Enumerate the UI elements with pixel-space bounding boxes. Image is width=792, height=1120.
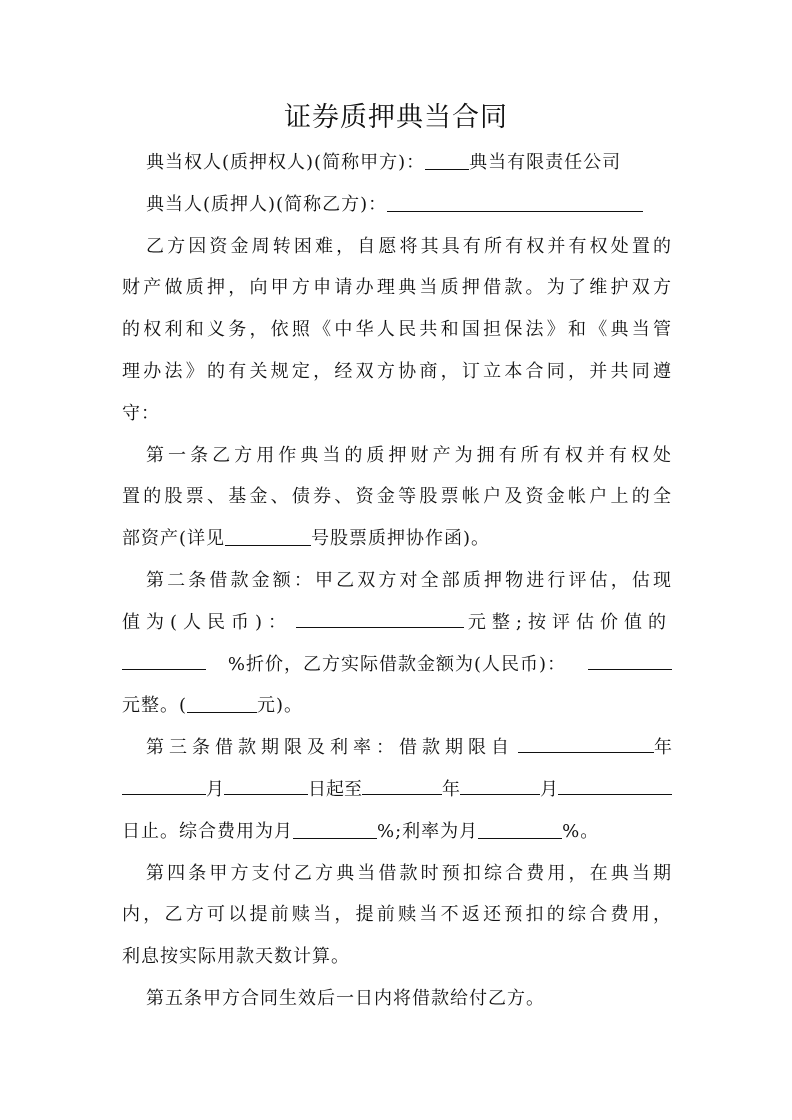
article-1-line: 第一条乙方用作典当的质押财产为拥有所有权并有权处 (146, 444, 672, 466)
letter-number-blank (225, 527, 311, 546)
preamble-line: 乙方因资金周转困难，自愿将其具有所有权并有权处置的 (146, 235, 672, 257)
document-title: 证券质押典当合同 (284, 102, 508, 133)
pawnbroker-label: 典当权人(质押权人)(简称甲方)： (146, 152, 426, 173)
article-3-text: %。 (562, 820, 600, 842)
article-3-text: 日止。综合费用为月 (122, 820, 293, 842)
article-3-text: 月 (206, 778, 224, 800)
preamble-line: 的权利和义务，依照《中华人民共和国担保法》和《典当管 (122, 319, 672, 341)
preamble-line: 理办法》的有关规定，经双方协商，订立本合同，并共同遵 (122, 360, 672, 382)
end-day-blank (558, 776, 672, 795)
interest-rate-blank (478, 820, 562, 839)
preamble-line: 财产做质押，向甲方申请办理典当质押借款。为了维护双方 (122, 277, 672, 299)
article-3-line (122, 769, 672, 811)
article-2-line (122, 602, 672, 644)
article-3-line (122, 811, 672, 853)
fee-rate-blank (293, 820, 377, 839)
article-4-line: 第四条甲方支付乙方典当借款时预扣综合费用，在典当期 (146, 862, 672, 884)
article-3-text: 年 (442, 778, 460, 800)
preamble-line: 守： (122, 402, 160, 424)
pawner-line (122, 184, 672, 226)
article-2-line (122, 644, 672, 686)
end-month-blank (460, 776, 540, 795)
article-2-line: 第二条借款金额：甲乙双方对全部质押物进行评估，估现 (146, 569, 672, 591)
end-year-blank (362, 776, 442, 795)
article-3-line (122, 727, 672, 769)
pawnbroker-line (122, 142, 672, 184)
start-year-blank (518, 734, 654, 753)
article-4-line: 内，乙方可以提前赎当，提前赎当不返还预扣的综合费用， (122, 904, 672, 926)
article-3-text: 日起至 (308, 778, 362, 800)
pawnbroker-name-blank (425, 151, 469, 170)
pawner-label: 典当人(质押人)(简称乙方)： (146, 193, 388, 215)
document-body (122, 142, 672, 1020)
article-2-text: %折价，乙方实际借款金额为(人民币)： (227, 653, 567, 675)
article-3-text: 月 (540, 778, 558, 800)
loan-amount-figure-blank (187, 694, 257, 713)
article-2-text: 元)。 (257, 695, 304, 717)
article-3-text: %;利率为月 (377, 820, 479, 842)
article-2-text: 值为(人民币)： (122, 611, 293, 633)
article-1-line: 置的股票、基金、债券、资金等股票帐户及资金帐户上的全 (122, 486, 672, 508)
start-day-blank (224, 776, 308, 795)
article-2-line (122, 685, 672, 727)
article-1-text: 号股票质押协作函)。 (311, 528, 491, 550)
appraised-value-blank (296, 609, 464, 628)
article-3-text: 年 (654, 737, 672, 759)
article-4-line: 利息按实际用款天数计算。 (122, 946, 350, 968)
pawnbroker-suffix: 典当有限责任公司 (469, 152, 622, 173)
article-1-line (122, 518, 672, 560)
pawner-name-blank (387, 193, 643, 212)
article-1-text: 部资产(详见 (122, 528, 226, 550)
article-2-text: 元整。( (122, 695, 188, 717)
article-2-text: 元整;按评估价值的 (467, 611, 672, 633)
discount-rate-blank (122, 651, 206, 670)
start-month-blank (122, 776, 206, 795)
article-5-line: 第五条甲方合同生效后一日内将借款给付乙方。 (146, 987, 545, 1009)
loan-amount-blank (588, 651, 672, 670)
article-3-text: 第三条借款期限及利率：借款期限自 (146, 737, 514, 759)
